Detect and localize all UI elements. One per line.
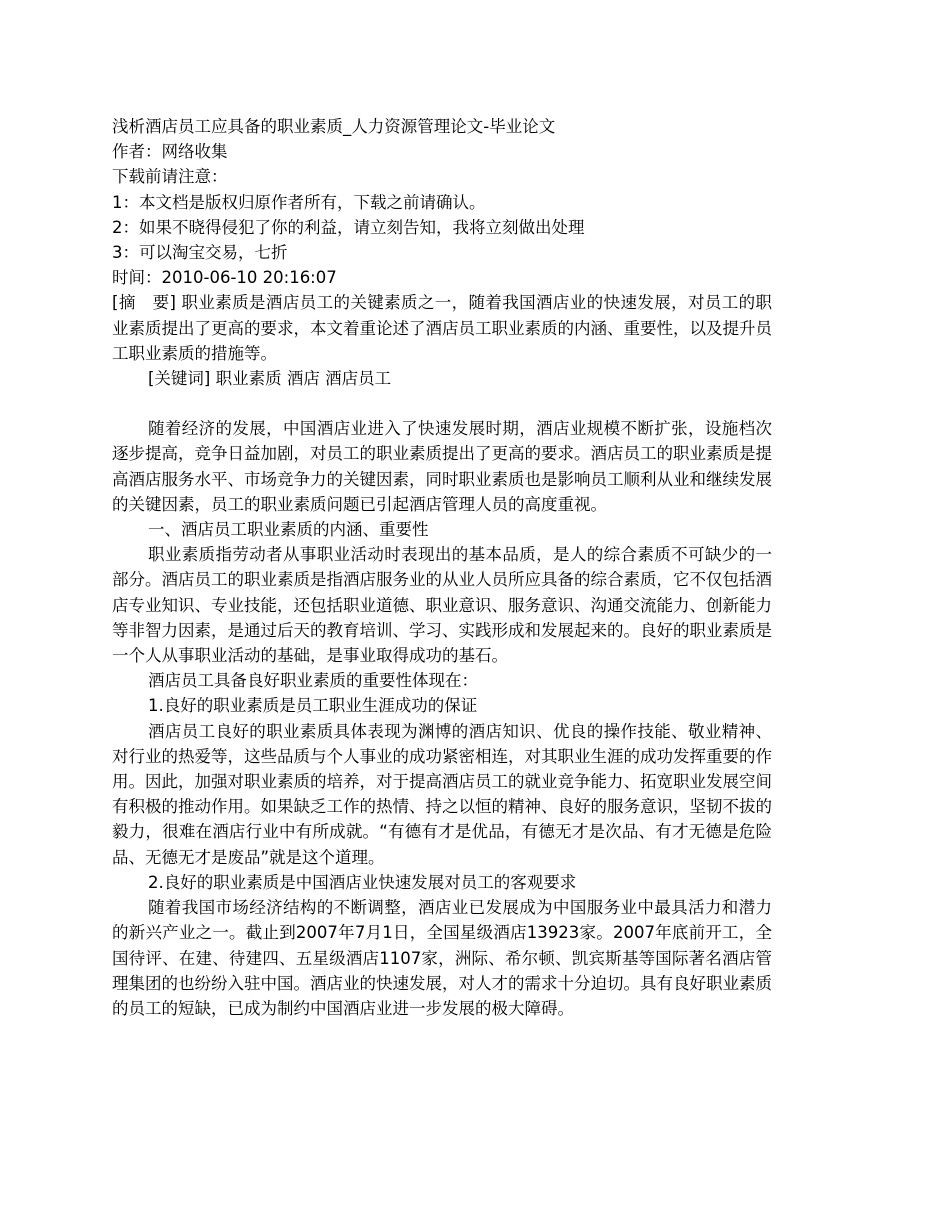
document-title: 浅析酒店员工应具备的职业素质_人力资源管理论文-毕业论文	[112, 117, 556, 136]
point-heading: 2.良好的职业素质是中国酒店业快速发展对员工的客观要求	[148, 872, 577, 892]
point-paragraph: 酒店员工良好的职业素质具体表现为渊博的酒店知识、优良的操作技能、敬业精神、对行业的热爱等，这些品质与个人事业的成功紧密相连，对其职业生涯的成功发挥重要的作用。因此，加强对职业素质的培养，对于提高酒店员工的就业竞争能力、拓宽职业发展空间有积极的推动作用。如果缺乏工作的热情、持之以恒的精神、良好的服务意识，坚韧不拔的毅力，很难在酒店行业中有所成就。“有德有才是优品，有德无才是次品、有才无德是危险品、无德无才是废品”就是这个道理。	[112, 721, 772, 867]
point-paragraph: 随着我国市场经济结构的不断调整，酒店业已发展成为中国服务业中最具活力和潜力的新兴产业之一。截止到2007年7月1日，全国星级酒店13923家。2007年底前开工，全国待评、在建、待建四、五星级酒店1107家，洲际、希尔顿、凯宾斯基等国际著名酒店管理集团的也纷纷入驻中国。酒店业的快速发展，对人才的需求十分迫切。具有良好职业素质的员工的短缺，已成为制约中国酒店业进一步发展的极大障碍。	[112, 898, 772, 1018]
abstract-paragraph: [摘 要] 职业素质是酒店员工的关键素质之一，随着我国酒店业的快速发展，对员工的职业素质提出了更高的要求，本文着重论述了酒店员工职业素质的内涵、重要性，以及提升员工职业素质的措施等。	[112, 293, 772, 363]
timestamp-line: 时间：2010-06-10 20:16:07	[112, 268, 337, 288]
notice-item: 2：如果不晓得侵犯了你的利益，请立刻告知，我将立刻做出处理	[112, 217, 585, 237]
intro-paragraph: 随着经济的发展，中国酒店业进入了快速发展时期，酒店业规模不断扩张，设施档次逐步提高，竞争日益加剧，对员工的职业素质提出了更高的要求。酒店员工的职业素质是提高酒店服务水平、市场竞争力的关键因素，同时职业素质也是影响员工顺利从业和继续发展的关键因素，员工的职业素质问题已引起酒店管理人员的高度重视。	[112, 419, 772, 514]
point-heading: 1.良好的职业素质是员工职业生涯成功的保证	[148, 696, 478, 716]
blank-line	[112, 391, 772, 416]
author-line: 作者：网络收集	[112, 142, 228, 162]
section-heading: 一、酒店员工职业素质的内涵、重要性	[148, 520, 429, 540]
notice-item: 3：可以淘宝交易，七折	[112, 243, 288, 263]
section-paragraph: 职业素质指劳动者从事职业活动时表现出的基本品质，是人的综合素质不可缺少的一部分。酒店员工的职业素质是指酒店服务业的从业人员所应具备的综合素质，它不仅包括酒店专业知识、专业技能，还包括职业道德、职业意识、服务意识、沟通交流能力、创新能力等非智力因素，是通过后天的教育培训、学习、实践形成和发展起来的。良好的职业素质是一个人从事职业活动的基础，是事业取得成功的基石。	[112, 545, 772, 666]
importance-intro: 酒店员工具备良好职业素质的重要性体现在：	[148, 671, 478, 691]
document-body	[112, 114, 772, 1021]
keywords-line: [关键词] 职业素质 酒店 酒店员工	[148, 369, 392, 389]
notice-heading: 下载前请注意：	[112, 167, 228, 187]
notice-item: 1：本文档是版权归原作者所有，下载之前请确认。	[112, 192, 486, 212]
